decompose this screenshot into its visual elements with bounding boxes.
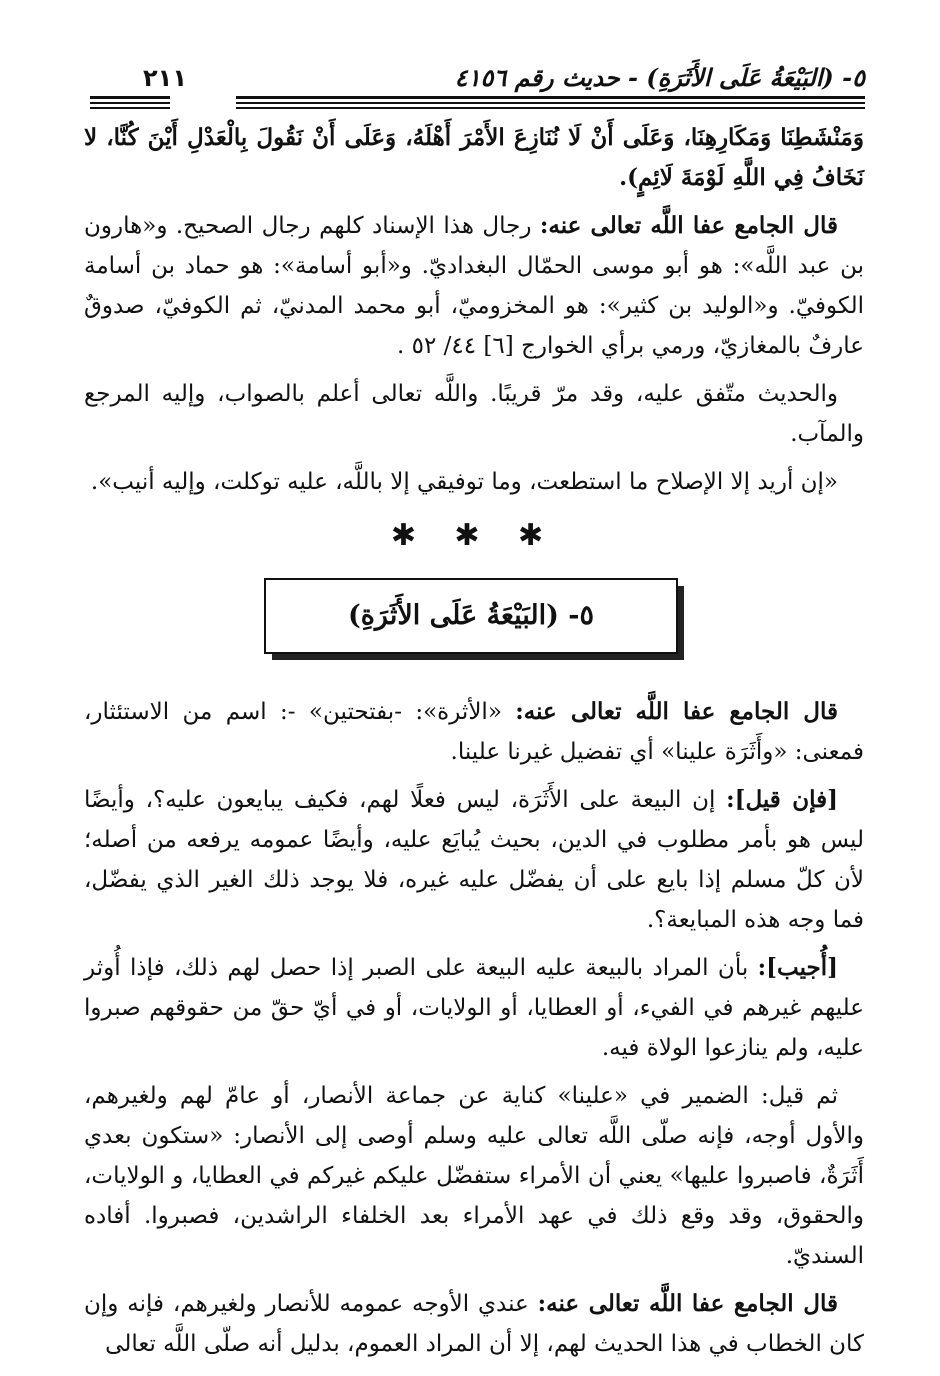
author-note-lead: قال الجامع عفا اللَّه تعالى عنه: [515,698,838,725]
paragraph-conclusion [84,1284,864,1364]
paragraph-athara-definition [84,692,864,772]
paragraph-narrators [84,206,864,366]
chapter-box [264,578,678,654]
paragraph-text: بأن المراد بالبيعة عليه البيعة على الصبر إذا حصل لهم ذلك، فإذا أُوثر عليهم غيرهم في الفيء، أو العطايا، أو الولايات، أو في أيّ حقّ من حقوقهم صبروا عليه، ولم ينازعوا الولاة فيه. [84,955,864,1061]
author-note-lead: قال الجامع عفا اللَّه تعالى عنه: [537,1290,838,1317]
paragraph-agreed: والحديث متّفق عليه، وقد مرّ قريبًا. واللَّه تعالى أعلم بالصواب، وإليه المرجع والمآب. [84,381,864,447]
paragraph-objection [84,780,864,940]
paragraph-pronoun: ثم قيل: الضمير في «علينا» كناية عن جماعة الأنصار، أو عامّ لهم ولغيرهم، والأول أوجه، فإنه صلّى اللَّه تعالى عليه وسلم أوصى إلى الأنصار: «ستكون بعدي أَثَرَةٌ، فاصبروا عليها» يعني أن الأمراء ستفضّل عليكم غيركم في العطايا، و الولايات، والحقوق، وقد وقع ذلك في عهد الأمراء بعد الخلفاء الراشدين، فصبروا. أفاده السنديّ. [84,1083,864,1269]
header-rule-right [236,96,865,109]
paragraph-text: «الأثرة»: -بفتحتين» -: اسم من الاستئثار، فمعنى: «وأَثَرَة علينا» أي تفضيل غيرنا علينا. [84,699,864,765]
hadith-continuation: وَمَنْشَطِنَا وَمَكَارِهِنَا، وَعَلَى أَنْ لَا نُنَازِعَ الأَمْرَ أَهْلَهُ، وَعَلَى أَنْ نَقُولَ بِالْعَدْلِ أَيْنَ كُنَّا، لا نَخَافُ فِي اللَّهِ لَوْمَةَ لَائِمٍ). [84,124,864,191]
objection-lead: [فإن قيل]: [726,786,838,813]
answer-lead: [أُجيب]: [757,954,838,981]
page-number: ٢١١ [143,64,187,92]
chapter-title: ٥- (البَيْعَةُ عَلَى الأَثَرَةِ) [348,600,595,631]
page-body [84,118,864,1364]
paragraph-text: رجال هذا الإسناد كلهم رجال الصحيح. و«هارون بن عبد اللَّه»: هو أبو موسى الحمّال البغداديّ. و«أبو أسامة»: هو حماد بن أسامة الكوفيّ. و«الوليد بن كثير»: هو المخزوميّ، أبو محمد المدنيّ، ثم الكوفيّ، صدوقٌ عارفٌ بالمغازيّ، ورمي برأي الخوارج [٦] ٤٤/ ٥٢ . [84,213,864,359]
paragraph-closing-verse: «إن أريد إلا الإصلاح ما استطعت، وما توفيقي إلا باللَّه، عليه توكلت، وإليه أنيب». [90,469,838,495]
paragraph-text: عندي الأوجه عمومه للأنصار ولغيرهم، فإنه وإن كان الخطاب في هذا الحديث لهم، إلا أن المراد العموم، بدليل أنه صلّى اللَّه تعالى [84,1291,864,1357]
paragraph-text: إن البيعة على الأَثَرَة، ليس فعلًا لهم، فكيف يبايعون عليه؟، وأيضًا ليس هو بأمر مطلوب في الدين، بحيث يُبايَع عليه، وأيضًا عمومه يرفعه من أصله؛ لأن كلّ مسلم إذا بايع على أن يفضّل عليه غيره، فلا يوجد ذلك الغير الذي يفضّل، فما وجه هذه المبايعة؟. [84,787,864,933]
paragraph-answer [84,948,864,1068]
author-note-lead: قال الجامع عفا اللَّه تعالى عنه: [539,212,838,239]
header-rule-left [90,96,170,109]
chapter-heading-box [264,578,684,660]
running-title: ٥- (البَيْعَةُ عَلَى الأَثَرَةِ) - حديث رقم ٤١٥٦ [454,63,865,92]
section-separator: ✱ ✱ ✱ [390,518,558,553]
running-header [90,52,865,92]
